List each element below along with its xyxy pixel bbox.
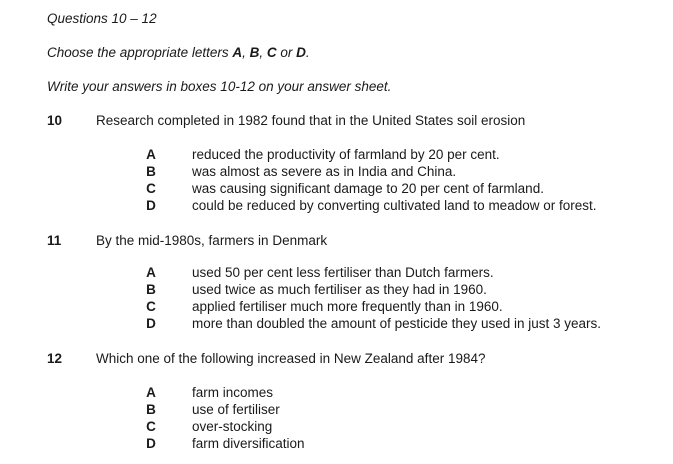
question-text: By the mid-1980s, farmers in Denmark <box>96 233 328 248</box>
question-number: 11 <box>47 233 62 248</box>
option-text: over-stocking <box>192 419 273 434</box>
option-row <box>0 164 673 180</box>
question-text: Research completed in 1982 found that in the United States soil erosion <box>96 113 526 128</box>
instruction-prefix: Choose the appropriate letters <box>47 45 233 60</box>
option-text: use of fertiliser <box>192 402 280 417</box>
separator: , <box>259 45 267 60</box>
option-letter: A <box>146 265 156 280</box>
option-letter: D <box>146 316 156 331</box>
letter-a: A <box>232 45 243 60</box>
option-text: reduced the productivity of farmland by 20 per cent. <box>192 147 500 162</box>
option-row <box>0 265 673 281</box>
option-text: was causing significant damage to 20 per cent of farmland. <box>192 181 544 196</box>
option-letter: B <box>146 282 156 297</box>
option-row <box>0 419 673 435</box>
option-row <box>0 316 673 332</box>
question-number: 10 <box>47 113 63 128</box>
option-text: applied fertiliser much more frequently than in 1960. <box>192 299 503 314</box>
option-letter: A <box>146 385 156 400</box>
option-text: farm incomes <box>192 385 274 400</box>
option-text: used 50 per cent less fertiliser than Dutch farmers. <box>192 265 494 280</box>
choose-instruction <box>47 45 310 61</box>
option-row <box>0 385 673 401</box>
option-letter: C <box>146 299 156 314</box>
questions-heading: Questions 10 – 12 <box>47 11 157 26</box>
option-text: could be reduced by converting cultivated land to meadow or forest. <box>192 198 597 213</box>
option-letter: A <box>146 147 156 162</box>
option-letter: B <box>146 164 156 179</box>
option-row <box>0 402 673 418</box>
letter-b: B <box>249 45 260 60</box>
option-text: used twice as much fertiliser as they had in 1960. <box>192 282 487 297</box>
letter-c: C <box>266 45 277 60</box>
answer-sheet-instruction: Write your answers in boxes 10-12 on your answer sheet. <box>47 79 392 94</box>
option-row <box>0 198 673 214</box>
option-text: was almost as severe as in India and China. <box>192 164 457 179</box>
option-letter: C <box>146 181 156 196</box>
option-row <box>0 181 673 197</box>
option-row <box>0 299 673 315</box>
question-number: 12 <box>47 351 63 366</box>
option-letter: D <box>146 198 156 213</box>
option-row <box>0 436 673 452</box>
option-text: more than doubled the amount of pesticide they used in just 3 years. <box>192 316 602 331</box>
instruction-suffix: . <box>305 45 310 60</box>
separator: , <box>242 45 250 60</box>
option-letter: C <box>146 419 156 434</box>
option-letter: B <box>146 402 156 417</box>
option-row <box>0 147 673 163</box>
letter-d: D <box>296 45 306 60</box>
option-row <box>0 282 673 298</box>
separator-or: or <box>276 45 297 60</box>
option-text: farm diversification <box>192 436 305 451</box>
question-text: Which one of the following increased in New Zealand after 1984? <box>96 351 486 366</box>
option-letter: D <box>146 436 156 451</box>
